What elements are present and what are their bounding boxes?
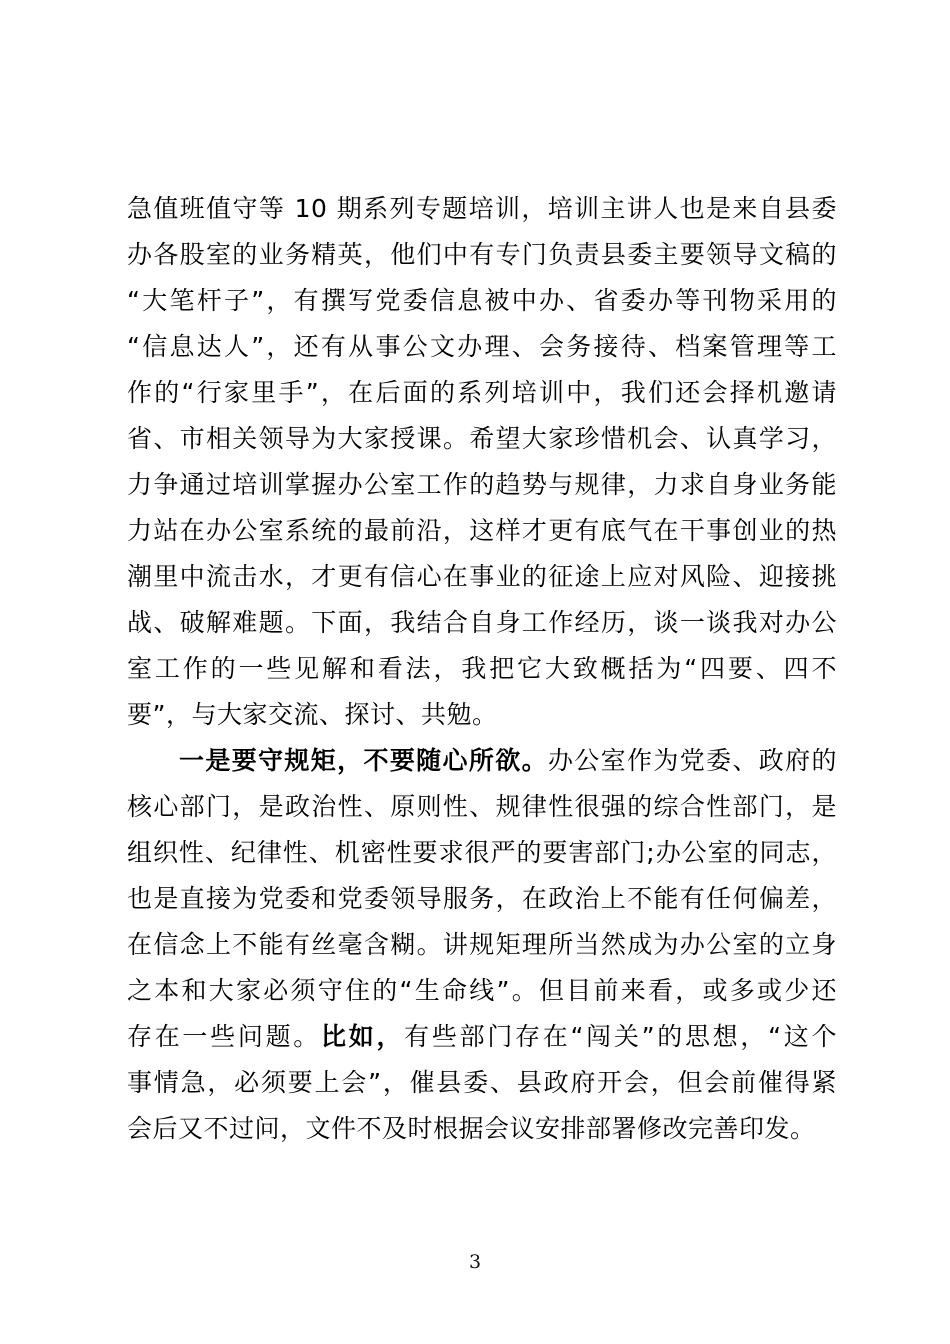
text-line: 事情急，必须要上会”，催县委、县政府开会，但会前催得紧 xyxy=(127,1068,837,1097)
text-line: 在信念上不能有丝毫含糊。讲规矩理所当然成为办公室的立身 xyxy=(127,930,837,959)
text-line: 核心部门，是政治性、原则性、规律性很强的综合性部门，是 xyxy=(127,792,837,821)
body-text xyxy=(127,186,837,1152)
text-line: 也是直接为党委和党委领导服务，在政治上不能有任何偏差， xyxy=(127,884,837,913)
text-line: “信息达人”，还有从事公文办理、会务接待、档案管理等工 xyxy=(127,332,837,361)
text-line: 潮里中流击水，才更有信心在事业的征途上应对风险、迎接挑 xyxy=(127,562,837,591)
text-line: 要”，与大家交流、探讨、共勉。 xyxy=(127,700,498,729)
paragraph-first-line xyxy=(127,738,837,784)
text-line: 力争通过培训掌握办公室工作的趋势与规律，力求自身业务能 xyxy=(127,470,837,499)
text-fragment: 存在一些问题。 xyxy=(127,1022,322,1051)
page-number: 3 xyxy=(468,1251,482,1273)
text-line: 组织性、纪律性、机密性要求很严的要害部门;办公室的同志， xyxy=(127,838,837,867)
text-fragment: 有些部门存在“闯关”的思想，“这个 xyxy=(404,1022,837,1051)
text-line: 会后又不过问，文件不及时根据会议安排部署修改完善印发。 xyxy=(127,1114,816,1143)
text-line: 办各股室的业务精英，他们中有专门负责县委主要领导文稿的 xyxy=(127,240,837,269)
text-line: 力站在办公室系统的最前沿，这样才更有底气在干事创业的热 xyxy=(127,516,837,545)
text-line: 之本和大家必须守住的“生命线”。但目前来看，或多或少还 xyxy=(127,976,837,1005)
text-line: 战、破解难题。下面，我结合自身工作经历，谈一谈我对办公 xyxy=(127,608,837,637)
section-heading: 一是要守规矩，不要随心所欲。 xyxy=(179,746,548,775)
text-line: 急值班值守等 10 期系列专题培训，培训主讲人也是来自县委 xyxy=(127,194,837,223)
text-fragment: 办公室作为党委、政府的 xyxy=(547,746,837,775)
emphasis-text: 比如， xyxy=(321,1022,405,1051)
text-line-with-emphasis xyxy=(127,1014,837,1060)
text-line: 省、市相关领导为大家授课。希望大家珍惜机会、认真学习， xyxy=(127,424,837,453)
text-line: 作的“行家里手”，在后面的系列培训中，我们还会择机邀请 xyxy=(127,378,837,407)
text-line: 室工作的一些见解和看法，我把它大致概括为“四要、四不 xyxy=(127,654,837,683)
text-line: “大笔杆子”，有撰写党委信息被中办、省委办等刊物采用的 xyxy=(127,286,837,315)
